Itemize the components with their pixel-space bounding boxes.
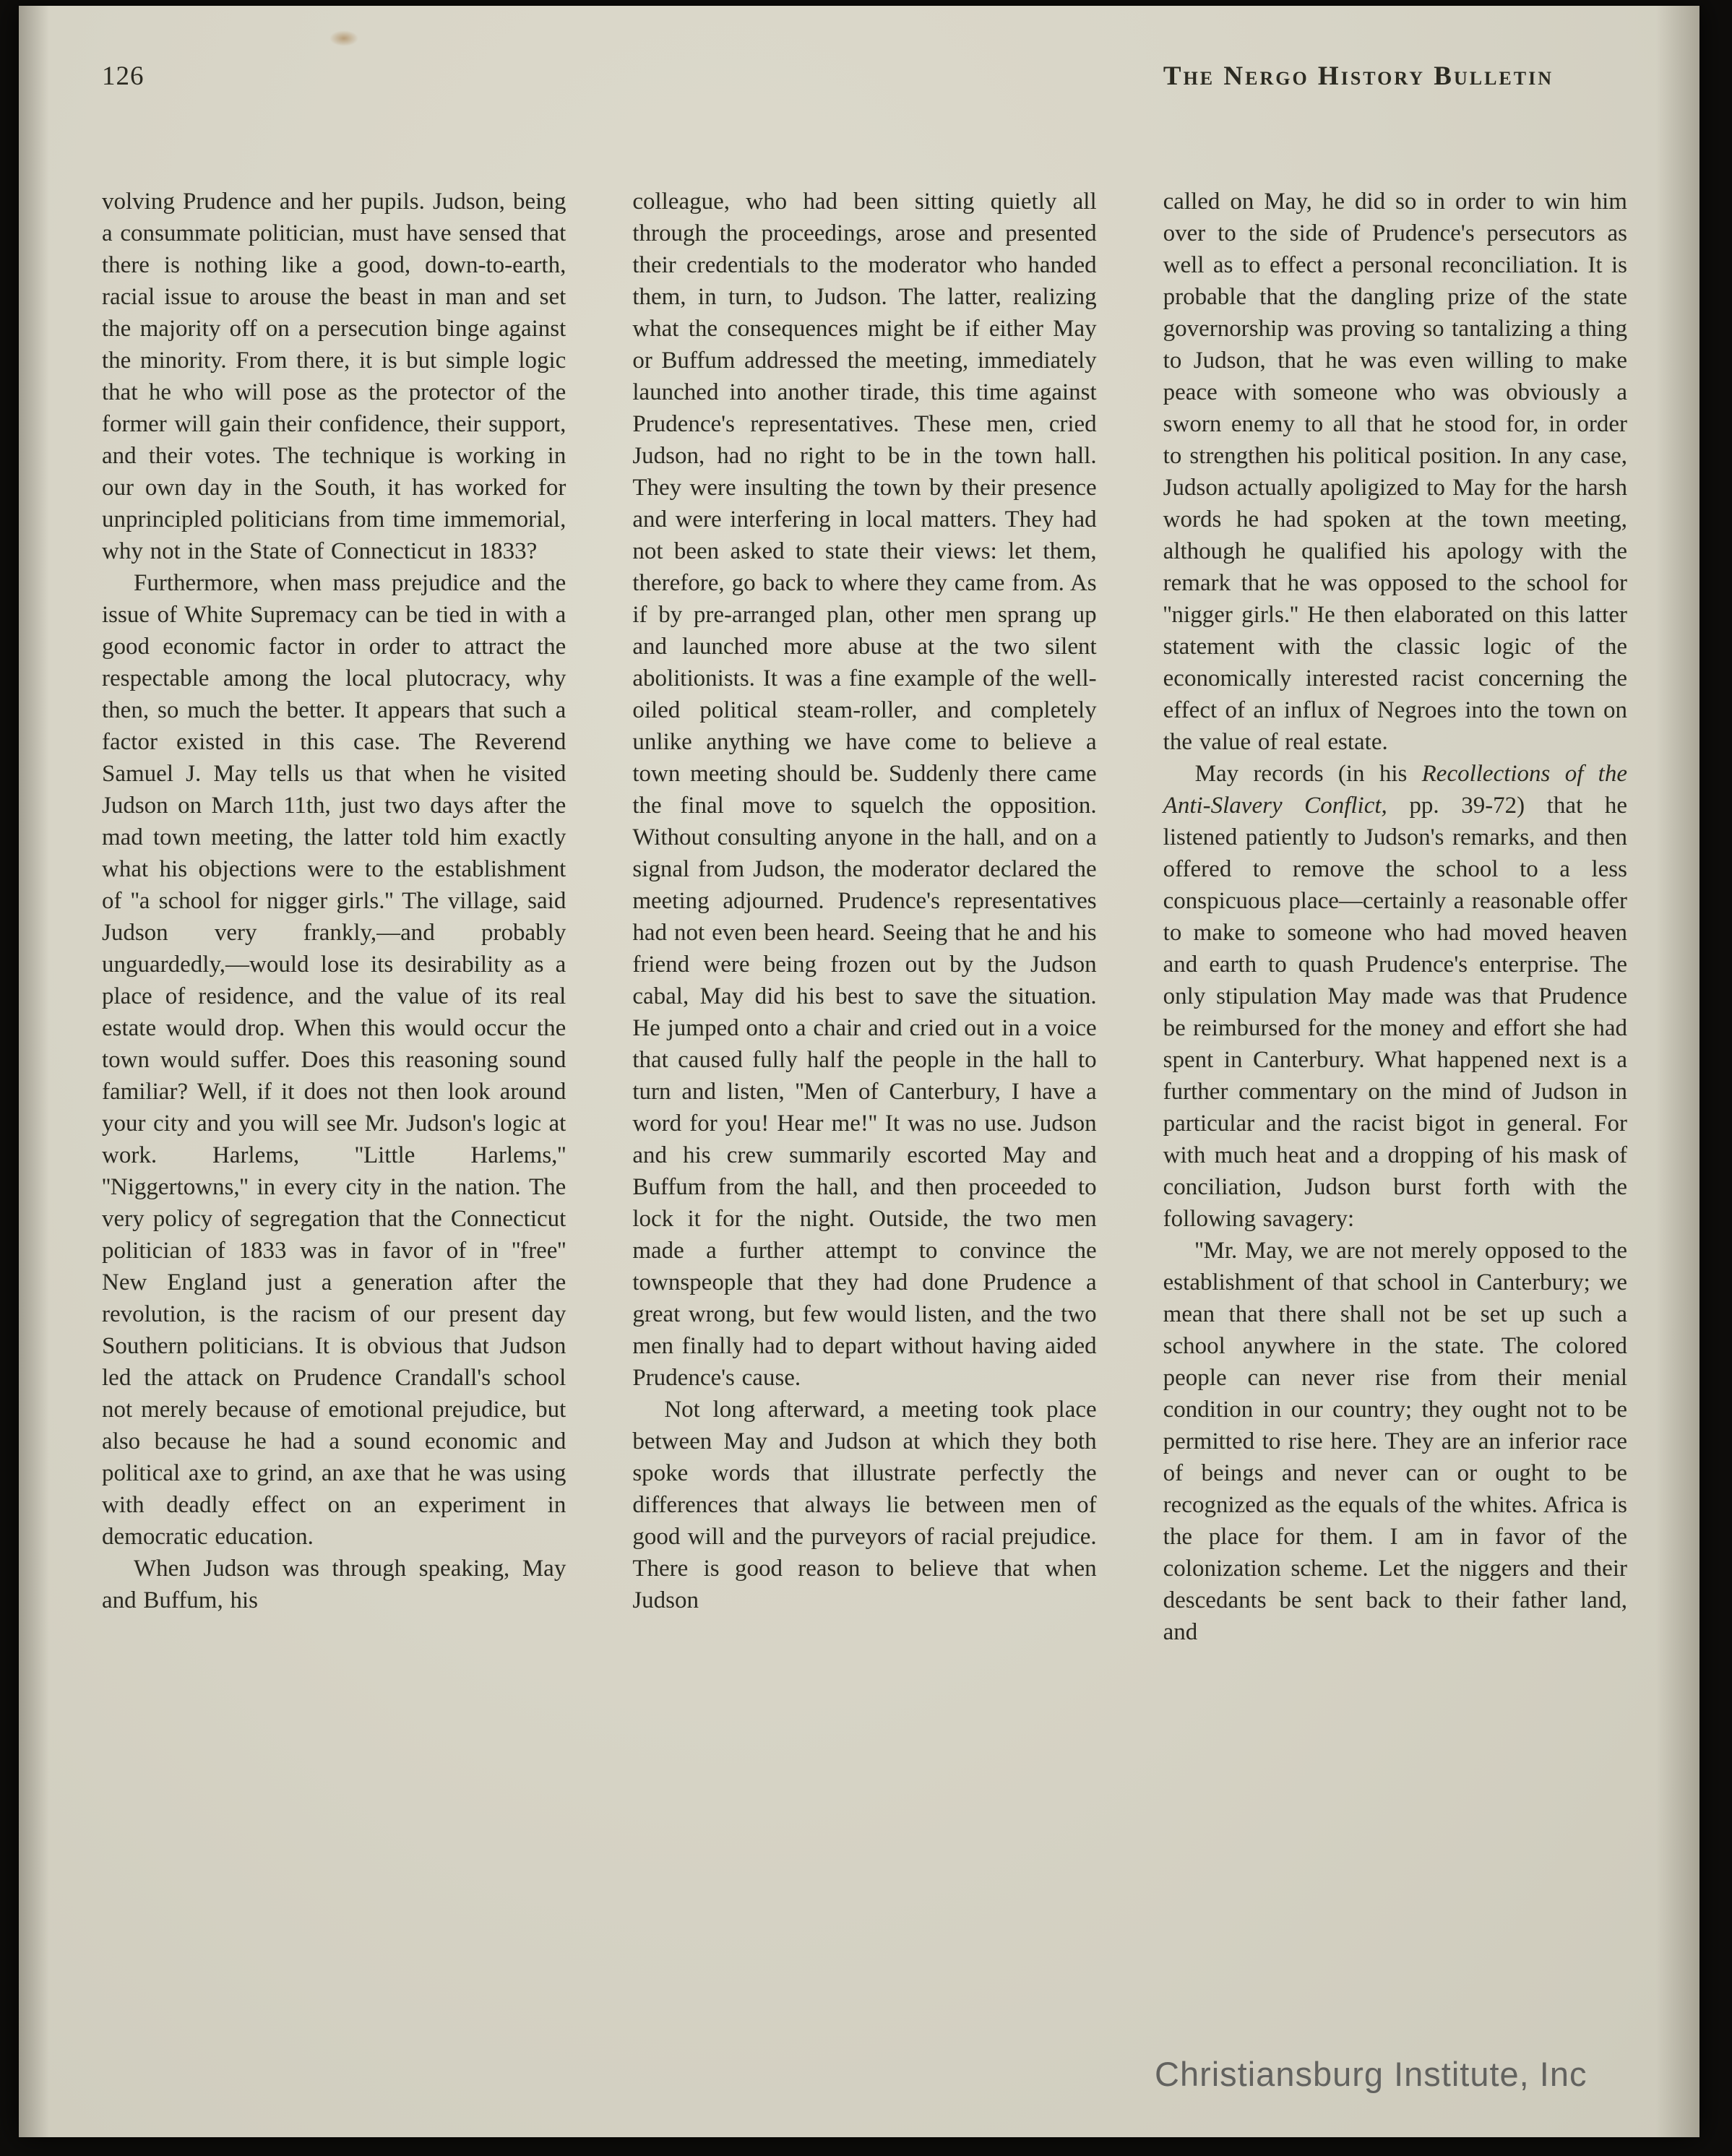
text-column-2 [632,186,1096,2093]
text-column-1 [102,186,566,2093]
paragraph: ''Mr. May, we are not merely opposed to the establishment of that school in Canterbury; we mean that there shall not be set up such a school anywhere in the state. The colored people can never rise from their menial condition in our country; they ought not to be permitted to rise here. They are an inferior race of beings and never can or ought to be recognized as the equals of the whites. Africa is the place for them. I am in favor of the colonization scheme. Let the niggers and their descedants be sent back to their father land, and [1163,1238,1627,1645]
scanned-page [19,6,1699,2137]
paper-stain [329,30,358,46]
journal-title: The Nergo History Bulletin [1163,61,1554,91]
paragraph [1163,758,1627,1235]
book-title: Recollections of the Anti-Slavery Conflict, [1163,761,1627,819]
paragraph: volving Prudence and her pupils. Judson, being a consummate politician, must have sensed that there is nothing like a good, down-to-earth, racial issue to arouse the beast in man and set the majority off on a persecution binge against the minority. From there, it is but simple logic that he who will pose as the protector of the former will gain their confidence, their support, and their votes. The technique is working in our own day in the South, it has worked for unprincipled politicians from time immemorial, why not in the State of Connecticut in 1833? [102,189,566,564]
text-column-3 [1163,186,1627,2093]
watermark: Christiansburg Institute, Inc [1155,2055,1587,2093]
page-number: 126 [102,61,145,91]
page-header [19,6,1699,92]
paragraph-text: May records (in his [1194,761,1422,787]
paragraph: When Judson was through speaking, May and Buffum, his [102,1556,566,1613]
text-body [19,186,1699,2093]
paragraph: Furthermore, when mass prejudice and the issue of White Supremacy can be tied in with a good economic factor in order to attract the respectable among the local plutocracy, why then, so much the better. It appears that such a factor existed in this case. The Reverend Samuel J. May tells us that when he visited Judson on March 11th, just two days after the mad town meeting, the latter told him exactly what his objections were to the establishment of ''a school for nigger girls.'' The village, said Judson very frankly,—and probably unguardedly,—would lose its desirability as a place of residence, and the value of its real estate would drop. When this would occur the town would suffer. Does this reasoning sound familiar? Well, if it does not then look around your city and you will see Mr. Judson's logic at work. Harlems, ''Little Harlems,'' ''Niggertowns,'' in every city in the nation. The very policy of segregation that the Connecticut politician of 1833 was in favor of in ''free'' New England just a generation after the revolution, is the racism of our present day Southern politicians. It is obvious that Judson led the attack on Prudence Crandall's school not merely because of emotional prejudice, but also because he had a sound economic and political axe to grind, an axe that he was using with deadly effect on an experiment in democratic education. [102,570,566,1550]
paragraph: called on May, he did so in order to win him over to the side of Prudence's persecutors as well as to effect a personal reconciliation. It is probable that the dangling prize of the state governorship was proving so tantalizing a thing to Judson, that he was even willing to make peace with someone who was obviously a sworn enemy to all that he stood for, in order to strengthen his political position. In any case, Judson actually apoligized to May for the harsh words he had spoken at the town meeting, although he qualified his apology with the remark that he was opposed to the school for ''nigger girls.'' He then elaborated on this latter statement with the classic logic of the economically interested racist concerning the effect of an influx of Negroes into the town on the value of real estate. [1163,189,1627,755]
paragraph-text: pp. 39-72) that he listened patiently to Judson's remarks, and then offered to remove the school to a less conspicuous place—certainly a reasonable offer to make to someone who had moved heaven and earth to quash Prudence's enterprise. The only stipulation May made was that Prudence be reimbursed for the money and effort she had spent in Canterbury. What happened next is a further commentary on the mind of Judson in particular and the racist bigot in general. For with much heat and a dropping of his mask of conciliation, Judson burst forth with the following savagery: [1163,793,1627,1232]
paragraph: Not long afterward, a meeting took place between May and Judson at which they both spoke words that illustrate perfectly the differences that always lie between men of good will and the purveyors of racial prejudice. There is good reason to believe that when Judson [632,1397,1097,1613]
paragraph: colleague, who had been sitting quietly all through the proceedings, arose and presented their credentials to the moderator who handed them, in turn, to Judson. The latter, realizing what the consequences might be if either May or Buffum addressed the meeting, immediately launched into another tirade, this time against Prudence's representatives. These men, cried Judson, had no right to be in the town hall. They were insulting the town by their presence and were interfering in local matters. They had not been asked to state their views: let them, therefore, go back to where they came from. As if by pre-arranged plan, other men sprang up and launched more abuse at the two silent abolitionists. It was a fine example of the well-oiled political steam-roller, and completely unlike anything we have come to believe a town meeting should be. Suddenly there came the final move to squelch the opposition. Without consulting anyone in the hall, and on a signal from Judson, the moderator declared the meeting adjourned. Prudence's representatives had not even been heard. Seeing that he and his friend were being frozen out by the Judson cabal, May did his best to save the situation. He jumped onto a chair and cried out in a voice that caused fully half the people in the hall to turn and listen, ''Men of Canterbury, I have a word for you! Hear me!'' It was no use. Judson and his crew summarily escorted May and Buffum from the hall, and then proceeded to lock it for the night. Outside, the two men made a further attempt to convince the townspeople that they had done Prudence a great wrong, but few would listen, and the two men finally had to depart without having aided Prudence's cause. [632,189,1097,1391]
